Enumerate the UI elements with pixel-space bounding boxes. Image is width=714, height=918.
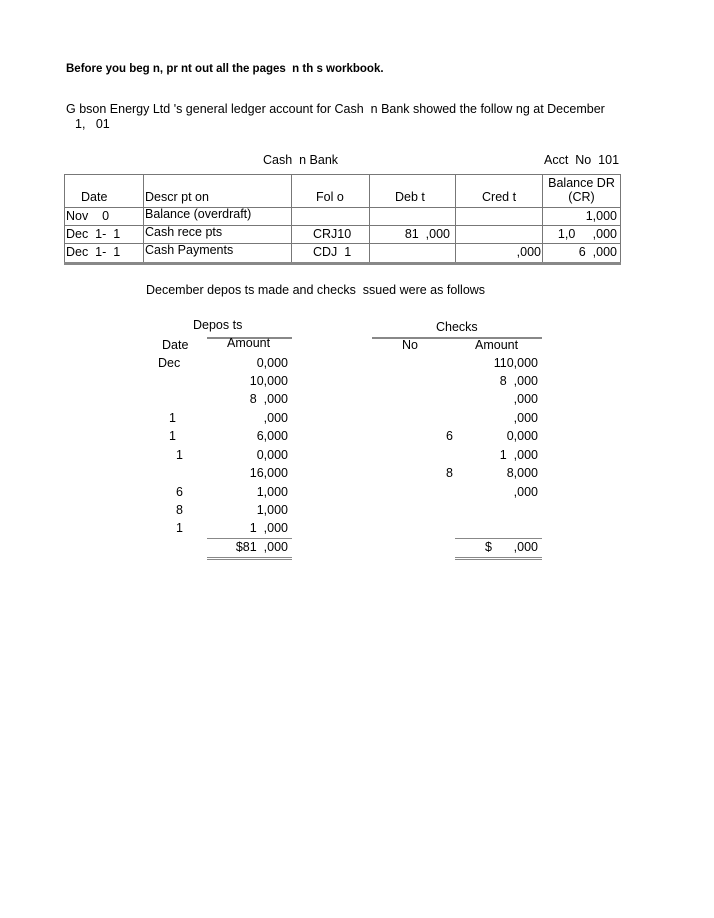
deposit-amount: 0,000 <box>256 448 288 462</box>
check-number: 8 <box>446 466 453 480</box>
checks-total: ,000 <box>513 540 538 554</box>
deposit-date: 8 <box>176 503 183 517</box>
deposit-date: 1 <box>169 411 176 425</box>
check-amount: 110,000 <box>493 356 538 370</box>
deposit-date: 1 <box>176 521 183 535</box>
row1-date: Nov 0 <box>66 209 110 223</box>
ledger-account-number: Acct No 101 <box>544 153 620 167</box>
deposit-amount: 10,000 <box>249 374 288 388</box>
row3-description: Cash Payments <box>145 243 234 257</box>
header-folio: Fol o <box>316 190 344 204</box>
ledger-table <box>64 174 621 264</box>
deposits-amount-header: Amount <box>227 336 271 350</box>
deposit-amount: 1 ,000 <box>249 521 288 535</box>
check-amount: 1 ,000 <box>499 448 538 462</box>
row3-date: Dec 1- 1 <box>66 245 121 259</box>
row2-debit: 81 ,000 <box>404 227 450 241</box>
instruction-text: Before you beg n, pr nt out all the pages n th s workbook. <box>66 63 384 75</box>
intro-line-1: G bson Energy Ltd 's general ledger account for Cash n Bank showed the follow ng at December <box>66 102 605 116</box>
checks-amount-header: Amount <box>475 338 519 352</box>
deposits-checks-subheading: December depos ts made and checks ssued were as follows <box>146 283 486 297</box>
deposit-date: Dec <box>158 356 181 370</box>
deposit-date: 1 <box>169 429 176 443</box>
check-amount: ,000 <box>513 392 538 406</box>
checks-total-symbol: $ <box>485 540 492 554</box>
deposits-total: $81 ,000 <box>235 540 288 554</box>
check-number: 6 <box>446 429 453 443</box>
deposit-amount: 6,000 <box>256 429 288 443</box>
row2-balance: 1,0 ,000 <box>557 227 617 241</box>
deposit-amount: 8 ,000 <box>249 392 288 406</box>
row2-date: Dec 1- 1 <box>66 227 121 241</box>
check-amount: 0,000 <box>506 429 538 443</box>
row3-folio: CDJ 1 <box>313 245 352 259</box>
deposit-amount: 1,000 <box>256 485 288 499</box>
header-balance-line1: Balance DR <box>548 176 615 190</box>
intro-line-2: 1, 01 <box>75 117 110 131</box>
check-amount: ,000 <box>513 485 538 499</box>
header-date: Date <box>81 190 108 204</box>
checks-no-header: No <box>402 338 418 352</box>
deposit-amount: 16,000 <box>249 466 288 480</box>
deposit-amount: 1,000 <box>256 503 288 517</box>
header-credit: Cred t <box>482 190 517 204</box>
row3-balance: 6 ,000 <box>578 245 617 259</box>
deposits-title: Depos ts <box>193 318 243 332</box>
checks-title: Checks <box>436 320 478 334</box>
header-debit: Deb t <box>395 190 425 204</box>
row1-description: Balance (overdraft) <box>145 207 252 221</box>
deposits-date-header: Date <box>162 338 189 352</box>
row2-folio: CRJ10 <box>313 227 352 241</box>
row3-credit: ,000 <box>516 245 541 259</box>
deposit-date: 1 <box>176 448 183 462</box>
row2-description: Cash rece pts <box>145 225 223 239</box>
header-description: Descr pt on <box>145 190 209 204</box>
check-amount: 8,000 <box>506 466 538 480</box>
deposit-date: 6 <box>176 485 183 499</box>
deposit-amount: 0,000 <box>256 356 288 370</box>
deposit-amount: ,000 <box>263 411 288 425</box>
header-balance-line2: (CR) <box>568 190 595 204</box>
check-amount: ,000 <box>513 411 538 425</box>
check-amount: 8 ,000 <box>499 374 538 388</box>
ledger-title: Cash n Bank <box>263 153 339 167</box>
row1-balance: 1,000 <box>585 209 617 223</box>
